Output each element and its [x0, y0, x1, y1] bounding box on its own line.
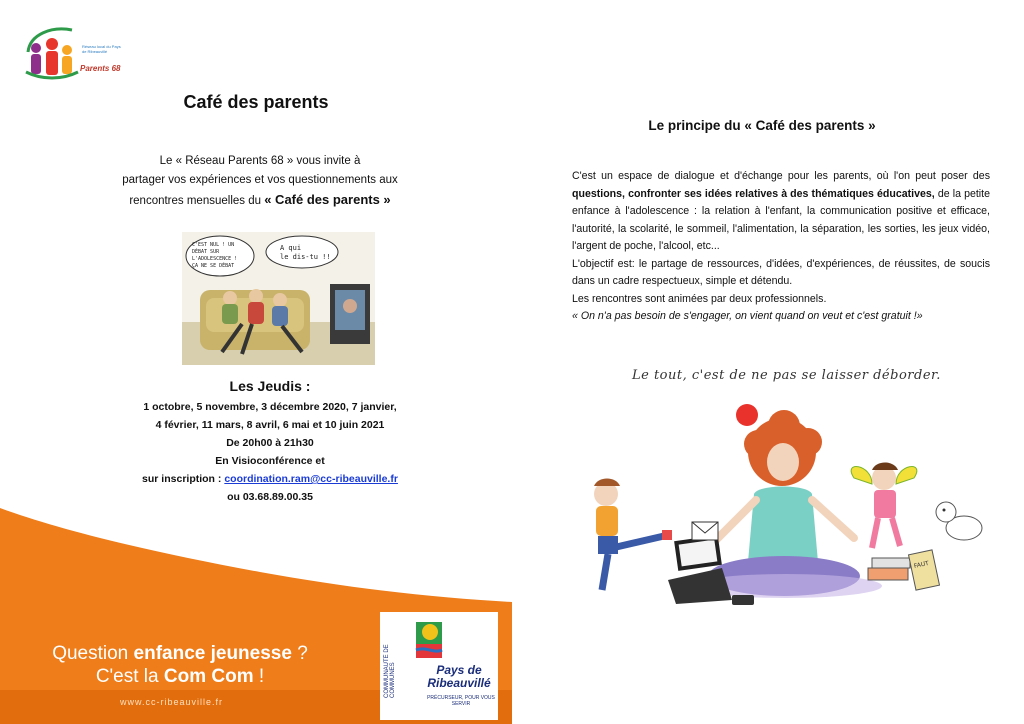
slogan-1-post: ? [291, 643, 308, 664]
schedule-mode: En Visioconférence et [215, 455, 325, 467]
schedule-title: Les Jeudis : [229, 378, 311, 394]
schedule-time: De 20h00 à 21h30 [226, 437, 314, 449]
svg-text:C'EST NUL ! UN: C'EST NUL ! UN [192, 242, 235, 248]
cc-vertical-text: COMMUNAUTÉ DE COMMUNES [384, 644, 396, 698]
desc-paragraph-2: L'objectif est: le partage de ressources, d'idées, d'expériences, de réussites, de soucis dans un cadre respectueux, simple et détendu. [572, 257, 990, 287]
email-link[interactable]: coordination.ram@cc-ribeauville.fr [224, 473, 398, 485]
intro-line-1-post: vous invite à [293, 155, 361, 167]
desc-paragraph-3: Les rencontres sont animées par deux professionnels. [572, 292, 827, 305]
slogan-line-2 [0, 665, 360, 688]
family-tv-cartoon [182, 232, 375, 365]
footer-url[interactable]: www.cc-ribeauville.fr [120, 697, 224, 707]
illustration-caption: Le tout, c'est de ne pas se laisser déborder. [632, 368, 941, 383]
svg-text:le dis-tu !!: le dis-tu !! [280, 253, 331, 261]
intro-line-1-pre: Le [159, 155, 176, 167]
principle-title: Le principe du « Café des parents » [648, 118, 876, 133]
cc-tagline: PRÉCURSEUR, POUR VOUS SERVIR [427, 695, 495, 707]
book-label: FAUT [913, 559, 930, 570]
intro-line-1-network: « Réseau Parents 68 » [175, 155, 294, 167]
svg-text:ÇA NE SE DÉBAT: ÇA NE SE DÉBAT [192, 263, 235, 269]
meditating-mother-illustration [572, 390, 1012, 620]
schedule-dates-1: 1 octobre, 5 novembre, 3 décembre 2020, 7 janvier, [143, 401, 397, 413]
signup-label: sur inscription : [142, 473, 225, 485]
principle-description [572, 168, 990, 326]
footer-slogan [0, 642, 360, 688]
schedule-signup [60, 470, 480, 488]
slogan-2-bold: Com Com [163, 666, 254, 687]
svg-text:DÉBAT SUR: DÉBAT SUR [192, 249, 220, 255]
logo-subtitle: Réseau local du Pays de Ribeauvillé [82, 44, 121, 54]
desc-paragraph-4 [572, 308, 990, 326]
slogan-2-pre: C'est la [95, 666, 164, 687]
slogan-1-bold: enfance jeunesse [133, 643, 292, 664]
intro-line-3-pre: rencontres mensuelles du [129, 195, 265, 207]
intro-line-1 [60, 152, 460, 171]
logo-brand: Parents 68 [80, 64, 121, 73]
intro-text [60, 152, 460, 211]
svg-text:L'ADOLESCENCE !: L'ADOLESCENCE ! [192, 256, 238, 262]
desc-p1-c: de la petite enfance à l'adolescence : la relation à l'enfant, la communication positive et efficace, l'autorité, la scolarité, le sommeil, l'alimentation, la séparation, les sorties, les jeux vidéo, l'argent de poche, l'alcool, etc... [572, 187, 990, 252]
cc-logo-emblem [396, 618, 456, 664]
schedule-phone: ou 03.68.89.00.35 [227, 491, 313, 503]
slogan-line-1 [0, 642, 360, 665]
slogan-1-pre: Question [52, 643, 134, 664]
desc-quote: « On n'a pas besoin de s'engager, on vient quand on veut et c'est gratuit !» [572, 310, 923, 322]
svg-text:A qui: A qui [280, 244, 302, 252]
cc-name: Pays de Ribeauvillé [427, 663, 491, 690]
intro-line-3 [60, 190, 460, 211]
desc-paragraph-1 [572, 168, 990, 256]
desc-p1-bold: questions, confronter ses idées relatives à des thématiques éducatives, [572, 187, 935, 200]
schedule-dates-2: 4 février, 11 mars, 8 avril, 6 mai et 10 juin 2021 [155, 419, 385, 431]
page-title: Café des parents [183, 92, 329, 112]
schedule-block [60, 378, 480, 506]
desc-p1-a: C'est un espace de dialogue et d'échange pour les parents, où l'on peut poser des [572, 170, 990, 182]
intro-line-2: partager vos expériences et vos questionnements aux [122, 174, 398, 186]
right-page [512, 0, 1024, 724]
slogan-2-post: ! [253, 666, 265, 687]
intro-line-3-cafe: « Café des parents » [264, 192, 391, 207]
